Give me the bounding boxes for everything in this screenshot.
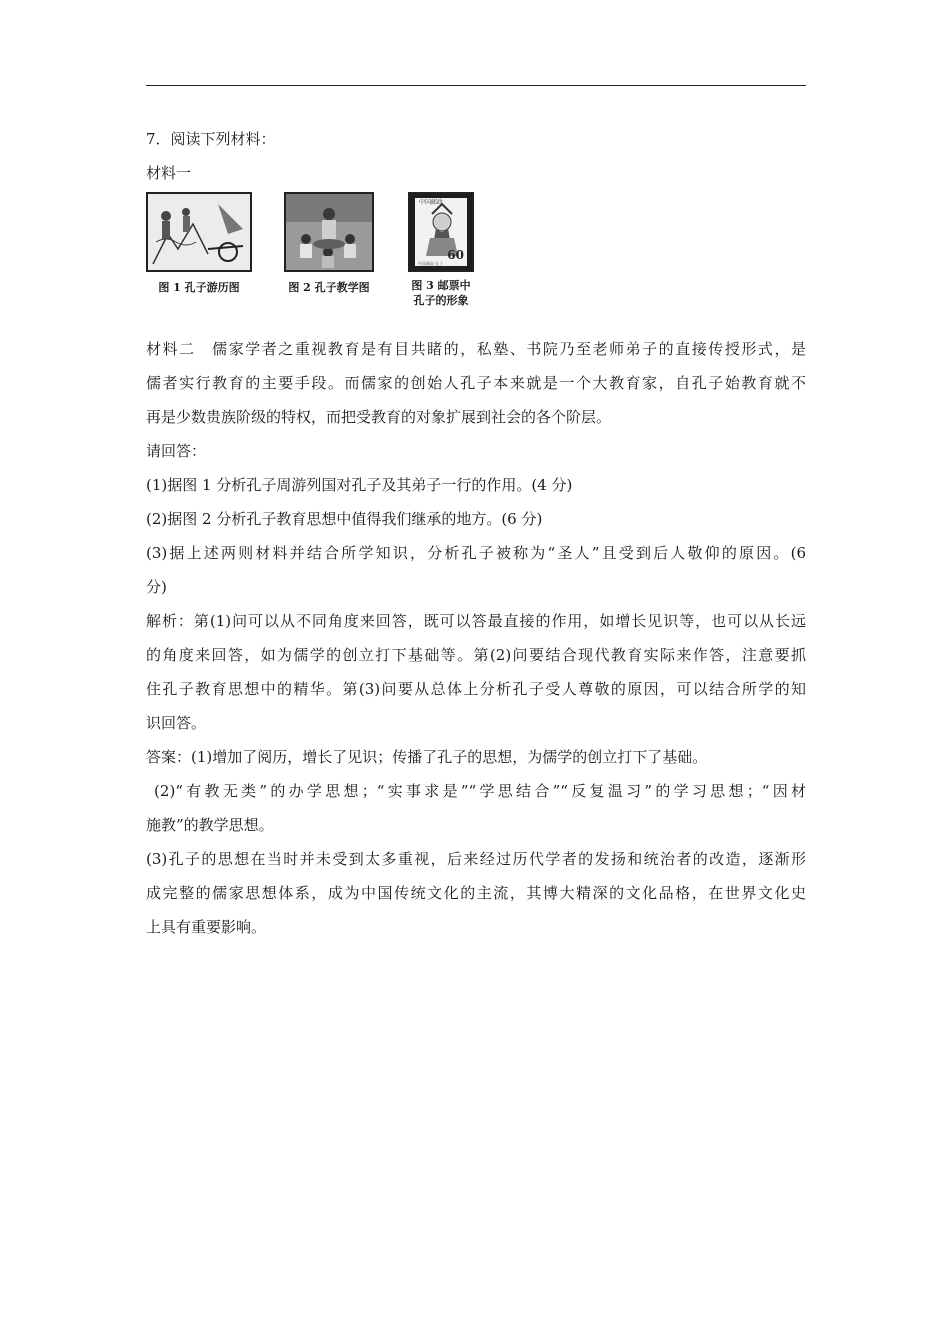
material2-line-1: 材料二 儒家学者之重视教育是有目共睹的，私塾、书院乃至老师弟子的直接传授形式，是 — [146, 340, 806, 358]
material1-label: 材料一 — [146, 164, 192, 182]
stamp-value: 60 — [447, 248, 464, 262]
sub-question-3-cont: 分) — [146, 578, 167, 596]
answer-line-4: (3)孔子的思想在当时并未受到太多重视，后来经过历代学者的发扬和统治者的改造，逐渐形 — [146, 850, 806, 868]
figure-row — [146, 192, 806, 332]
answer-line-5: 成完整的儒家思想体系，成为中国传统文化的主流，其博大精深的文化品格，在世界文化史 — [146, 884, 806, 902]
answer-line-2: (2)“有教无类”的办学思想；“实事求是”“学思结合”“反复温习”的学习思想；“因材 — [146, 782, 806, 800]
material2-line-3: 再是少数贵族阶级的特权，而把受教育的对象扩展到社会的各个阶层。 — [146, 408, 612, 426]
stamp-header: 中国邮政 — [419, 199, 444, 206]
figure-2 — [284, 192, 374, 295]
material2-line-2: 儒者实行教育的主要手段。而儒家的创始人孔子本来就是一个大教育家，自孔子始教育就不 — [146, 374, 806, 392]
figure-1 — [146, 192, 252, 295]
analysis-line-3: 住孔子教育思想中的精华。第(3)问要从总体上分析孔子受人尊敬的原因，可以结合所学的知 — [146, 680, 806, 698]
analysis-line-1: 解析：第(1)问可以从不同角度来回答，既可以答最直接的作用，如增长见识等，也可以从长远 — [146, 612, 806, 630]
answer-line-1: 答案：(1)增加了阅历，增长了见识；传播了孔子的思想，为儒学的创立打下了基础。 — [146, 748, 708, 766]
figure-1-caption: 图 1 孔子游历图 — [158, 281, 240, 294]
sub-question-3: (3)据上述两则材料并结合所学知识，分析孔子被称为“圣人”且受到后人敬仰的原因。(6 — [146, 544, 806, 562]
figure-2-caption: 图 2 孔子教学图 — [288, 281, 370, 294]
sub-question-1: (1)据图 1 分析孔子周游列国对孔子及其弟子一行的作用。(4 分) — [146, 476, 573, 494]
sub-question-2: (2)据图 2 分析孔子教育思想中值得我们继承的地方。(6 分) — [146, 510, 543, 528]
figure-3 — [408, 192, 474, 308]
header-rule — [146, 85, 806, 86]
question-block — [146, 122, 806, 944]
answer-line-6: 上具有重要影响。 — [146, 918, 267, 936]
travel-scene-illustration — [146, 192, 252, 272]
analysis-line-4: 识回答。 — [146, 714, 207, 732]
figure-3-caption-line1: 图 3 邮票中 — [411, 279, 471, 292]
figure-3-caption-line2: 孔子的形象 — [413, 294, 469, 307]
teaching-scene-illustration — [284, 192, 374, 272]
prompt: 请回答： — [146, 442, 207, 460]
analysis-line-2: 的角度来回答，如为儒学的创立打下基础等。第(2)问要结合现代教育实际来作答，注意要抓 — [146, 646, 806, 664]
question-title: 7．阅读下列材料： — [146, 130, 276, 148]
stamp-illustration — [408, 192, 474, 272]
answer-line-3: 施教”的教学思想。 — [146, 816, 274, 834]
stamp-footer: 中国邮政 孔子 — [418, 261, 444, 266]
figure-3-caption — [408, 278, 474, 308]
